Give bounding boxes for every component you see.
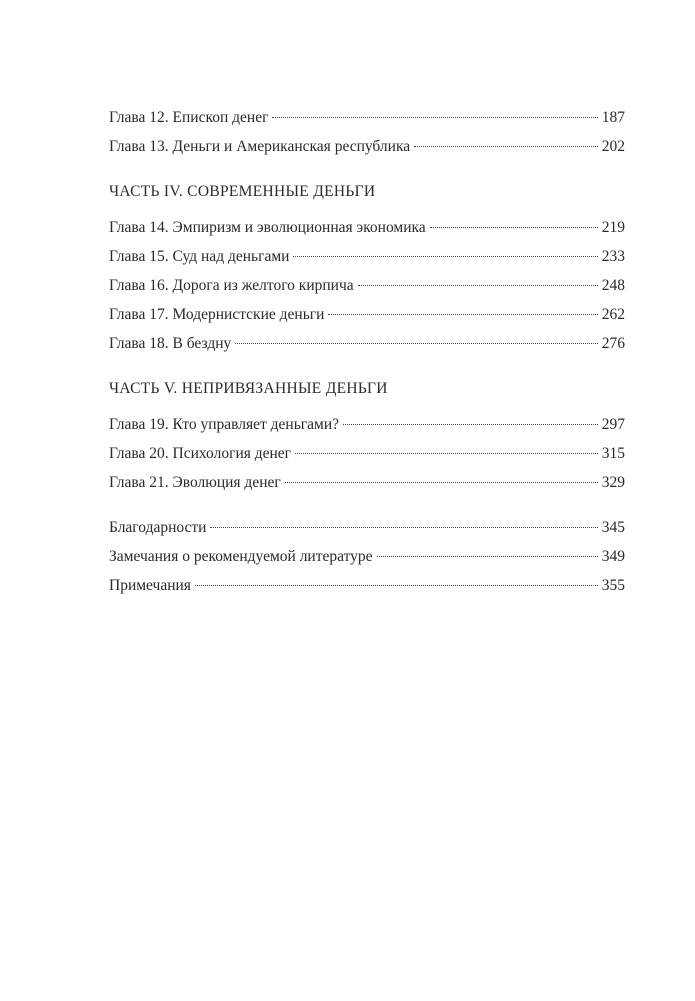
toc-entry-page: 315 [601,445,625,462]
dot-leader [293,256,597,257]
toc-entry-title: Глава 18. В бездну [109,335,232,352]
toc-entry-page: 276 [601,335,625,352]
toc-entry-title: Глава 17. Модернистские деньги [109,306,325,323]
toc-entry [109,213,625,242]
dot-leader [272,117,597,118]
toc-entry-page: 202 [601,138,625,155]
toc-entry-title: Глава 15. Суд над деньгами [109,248,290,265]
toc-entry-page: 248 [601,277,625,294]
toc-entry [109,103,625,132]
toc-entry [109,300,625,329]
toc-entry-page: 219 [601,219,625,236]
dot-leader [285,482,598,483]
toc-entry [109,132,625,161]
dot-leader [328,314,597,315]
toc-entry-page: 349 [601,548,625,565]
toc-entry-title: Примечания [109,577,191,594]
dot-leader [343,424,598,425]
toc-entry-title: Замечания о рекомендуемой литературе [109,548,373,565]
dot-leader [195,585,598,586]
toc-entry-title: Глава 12. Епископ денег [109,109,269,126]
toc-entry-page: 345 [601,519,625,536]
toc-entry [109,571,625,600]
toc-entry [109,242,625,271]
toc-entry-title: Глава 13. Деньги и Американская республика [109,138,411,155]
toc-entry-title: Глава 19. Кто управляет деньгами? [109,416,340,433]
dot-leader [295,453,598,454]
part-heading: ЧАСТЬ V. НЕПРИВЯЗАННЫЕ ДЕНЬГИ [109,380,388,397]
toc-entry [109,513,625,542]
table-of-contents [109,103,625,600]
toc-entry-title: Глава 20. Психология денег [109,445,292,462]
dot-leader [430,227,598,228]
toc-entry-page: 329 [601,474,625,491]
dot-leader [358,285,598,286]
dot-leader [414,146,598,147]
dot-leader [377,556,598,557]
toc-entry-title: Глава 21. Эволюция денег [109,474,281,491]
toc-entry-page: 262 [601,306,625,323]
toc-entry-page: 297 [601,416,625,433]
toc-entry [109,468,625,497]
toc-entry [109,329,625,358]
toc-entry-title: Глава 14. Эмпиризм и эволюционная экономика [109,219,426,236]
toc-entry [109,439,625,468]
toc-entry [109,410,625,439]
toc-entry-page: 187 [601,109,625,126]
dot-leader [235,343,597,344]
toc-entry-title: Благодарности [109,519,207,536]
toc-entry-page: 233 [601,248,625,265]
toc-entry [109,271,625,300]
toc-entry [109,542,625,571]
dot-leader [210,527,597,528]
toc-entry-title: Глава 16. Дорога из желтого кирпича [109,277,354,294]
toc-entry-page: 355 [601,577,625,594]
part-heading: ЧАСТЬ IV. СОВРЕМЕННЫЕ ДЕНЬГИ [109,183,376,200]
